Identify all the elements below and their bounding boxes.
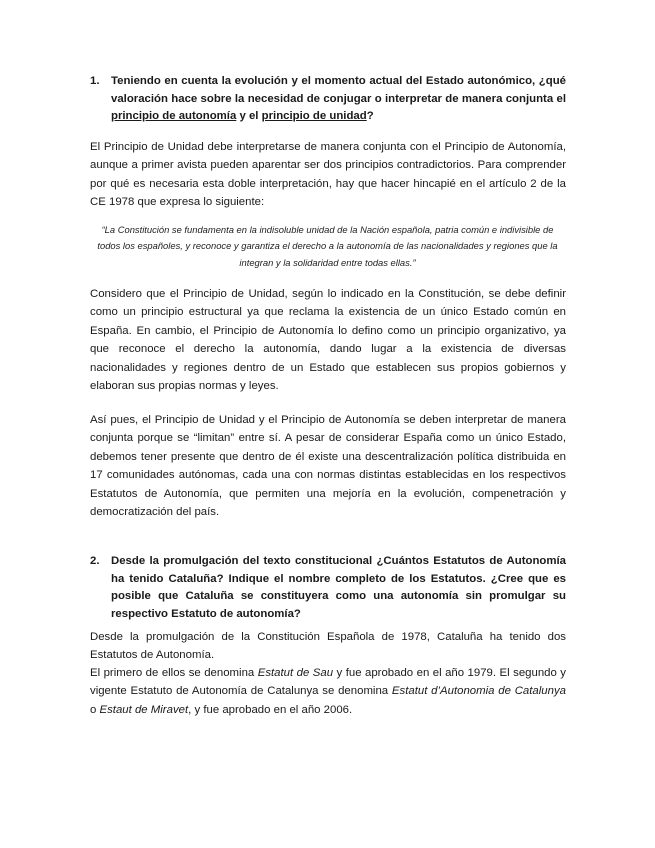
question-1 [90, 73, 566, 126]
question-1-text [111, 73, 566, 126]
question-1-number: 1. [90, 75, 100, 87]
answer-2-text-b: y fue aprobado en el año 1979. El segundo y vigente Estatuto de Autonomía de Catalunya se denomina [90, 667, 566, 698]
answer-2-text-a: El primero de ellos se denomina [90, 667, 258, 679]
estatut-de-sau-title: Estatut de Sau [257, 667, 334, 679]
answer-2-text-d: , y fue aprobado en el año 2006. [188, 703, 353, 716]
answer-1-paragraph-3: Así pues, el Principio de Unidad y el Principio de Autonomía se deben interpretar de manera conjunta porque se “limitan” entre sí. A pesar de considerar España como un único Estado, debemos tener presente que dentro de él existe una descentralización política distribuida en 17 comunidades autónomas, cada una con normas distintas establecidas en los respectivos Estatutos de Autonomía, que permiten una mejoría en la evolución, compenetración y democratización del país. [90, 414, 566, 519]
question-1-text-part: Teniendo en cuenta la evolución y el momento actual del Estado autonómico, ¿qué valoración hace sobre la necesidad de conjugar o interpretar de manera conjunta el [111, 75, 566, 105]
answer-1-paragraph-1: El Principio de Unidad debe interpretarse de manera conjunta con el Principio de Autonomía, aunque a primer avista pueden aparentar ser dos principios contradictorios. Para comprender por qué es necesaria esta doble interpretación, hay que hacer hincapié en el artículo 2 de la CE 1978 que expresa lo siguiente: [90, 141, 566, 209]
question-2-text: Desde la promulgación del texto constitucional ¿Cuántos Estatutos de Autonomía ha tenido Cataluña? Indique el nombre completo de los Estatutos. ¿Cree que es posible que Cataluña se constituyera como una autonomía sin promulgar su respectivo Estatuto de autonomía? [111, 555, 566, 620]
question-2-number: 2. [90, 555, 100, 567]
answer-1-paragraph-2: Considero que el Principio de Unidad, según lo indicado en la Constitución, se debe definir como un principio estructural ya que reclama la existencia de un único Estado común en España. En cambio, el Principio de Autonomía lo defino como un principio organizativo, ya que reconoce el derecho la autonomía, dando lugar a la existencia de diversas nacionalidades y regiones dentro de un Estado que establecen sus propios gobiernos y elaboran sus propias normas y leyes. [90, 288, 566, 393]
principio-autonomia-term: principio de autonomía [111, 110, 237, 122]
question-1-text-connector: y el [236, 110, 262, 122]
answer-2-paragraph-1: Desde la promulgación de la Constitución Española de 1978, Cataluña ha tenido dos Estatutos de Autonomía. [90, 631, 566, 662]
answer-2-text-c: o [90, 703, 100, 716]
answer-2-paragraph-2 [90, 664, 566, 719]
estatut-autonomia-catalunya-title: Estatut d’Autonomia de Catalunya [391, 685, 567, 698]
question-1-text-end: ? [366, 110, 374, 122]
constitution-quote: “La Constitución se fundamenta en la indisoluble unidad de la Nación española, patria común e indivisible de todos los españoles, y reconoce y garantiza el derecho a la autonomía de las nacionalidades y regiones que la integran y la solidaridad entre todas ellas.” [97, 224, 558, 268]
estatut-de-miravet-title: Estaut de Miravet [99, 703, 189, 716]
principio-unidad-term: principio de unidad [261, 110, 367, 122]
question-2 [90, 553, 566, 623]
